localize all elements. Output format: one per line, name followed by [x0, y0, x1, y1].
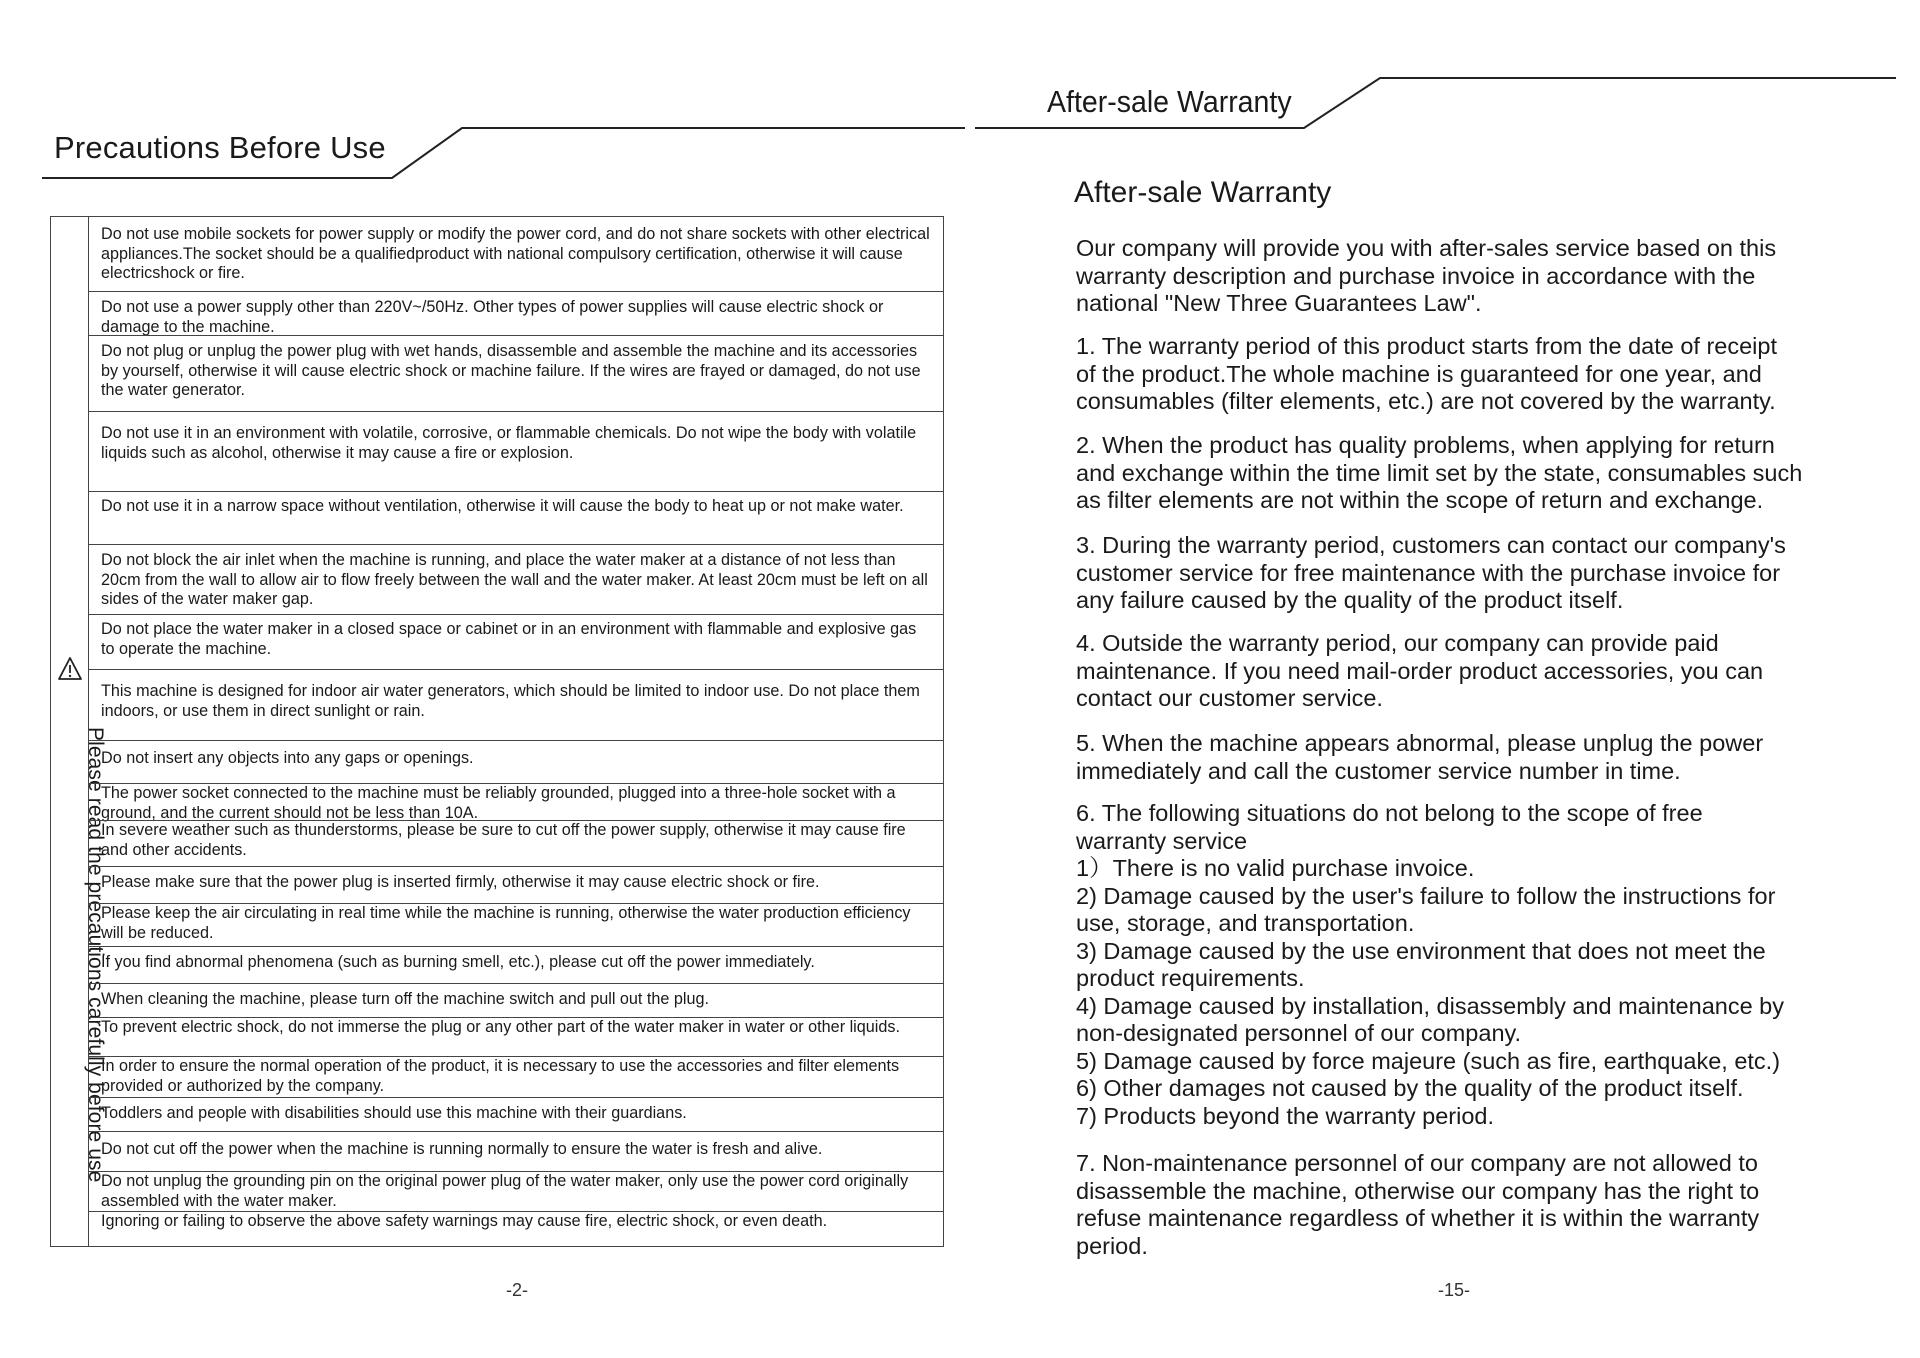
precaution-row [88, 491, 943, 544]
clause-line: use, storage, and transportation. [1076, 910, 1415, 936]
warranty-clause [1076, 630, 1886, 713]
clause-line: customer service for free maintenance with the purchase invoice for [1076, 559, 1781, 586]
precaution-row [88, 983, 943, 1017]
clause-line: contact our customer service. [1076, 685, 1383, 711]
clause-line: non-designated personnel of our company. [1076, 1020, 1522, 1046]
warning-triangle-icon [57, 656, 83, 682]
intro-line: Our company will provide you with after-sales service based on this [1076, 235, 1777, 261]
precaution-row [88, 1056, 943, 1097]
precaution-row [88, 783, 943, 820]
clause-line: 5) Damage caused by force majeure (such as fire, earthquake, etc.) [1076, 1047, 1781, 1074]
precaution-row [88, 1211, 943, 1245]
clause-line: 7. Non-maintenance personnel of our company are not allowed to [1076, 1150, 1758, 1176]
precaution-row [88, 1017, 943, 1056]
clause-line: 4. Outside the warranty period, our company can provide paid [1076, 630, 1719, 656]
precaution-text: Do not use mobile sockets for power supply or modify the power cord, and do not share sockets with other electrical appliances.The socket should be a qualifiedproduct with national compulsory certification, otherwise it will cause electricshock or fire. [101, 225, 930, 282]
precaution-row [88, 1171, 943, 1211]
precaution-text: In order to ensure the normal operation of the product, it is necessary to use the accessories and filter elements provided or authorized by the company. [101, 1057, 900, 1095]
clause-line: as filter elements are not within the scope of return and exchange. [1076, 487, 1764, 513]
precaution-text: Do not block the air inlet when the machine is running, and place the water maker at a distance of not less than 20cm from the wall to allow air to flow freely between the wall and the water maker. At least 20cm must be left on all sides of the water maker gap. [101, 551, 928, 608]
precaution-text: Please keep the air circulating in real time while the machine is running, otherwise the water production efficiency will be reduced. [101, 904, 911, 942]
precaution-row [88, 291, 943, 335]
page-number: -2- [506, 1280, 528, 1300]
clause-line: maintenance. If you need mail-order product accessories, you can [1076, 657, 1764, 684]
precaution-text: If you find abnormal phenomena (such as burning smell, etc.), please cut off the power immediately. [101, 953, 815, 971]
clause-line: 4) Damage caused by installation, disassembly and maintenance by [1076, 992, 1785, 1019]
precaution-text: Do not use it in an environment with volatile, corrosive, or flammable chemicals. Do not wipe the body with volatile liquids such as alcohol, otherwise it may cause a fire or explosion. [101, 424, 917, 462]
clause-line: 3) Damage caused by the use environment that does not meet the [1076, 937, 1766, 964]
precaution-row [88, 411, 943, 491]
page-title: Precautions Before Use [54, 130, 386, 165]
clause-line: of the product.The whole machine is guaranteed for one year, and [1076, 360, 1762, 387]
precautions-side-column [51, 217, 107, 1246]
precaution-text: Do not use it in a narrow space without ventilation, otherwise it will cause the body to heat up or not make water. [101, 497, 904, 515]
precaution-row [88, 335, 943, 411]
clause-line: 2) Damage caused by the user's failure to follow the instructions for [1076, 882, 1776, 909]
precaution-row [88, 820, 943, 866]
precaution-text: Do not plug or unplug the power plug with wet hands, disassemble and assemble the machine and its accessories by yourself, otherwise it will cause electric shock or machine failure. If the wires are frayed or damaged, do not use the water generator. [101, 342, 921, 399]
clause-line: disassemble the machine, otherwise our company has the right to [1076, 1177, 1760, 1204]
warranty-clause [1076, 730, 1886, 785]
clause-line: 7) Products beyond the warranty period. [1076, 1102, 1495, 1129]
warranty-clause [1076, 1150, 1886, 1260]
section-title: After-sale Warranty [1074, 176, 1332, 209]
precaution-row [88, 946, 943, 983]
precaution-text: Please make sure that the power plug is inserted firmly, otherwise it may cause electric shock or fire. [101, 873, 820, 891]
precaution-text: When cleaning the machine, please turn off the machine switch and pull out the plug. [101, 990, 710, 1008]
page-number: -15- [1438, 1280, 1471, 1300]
warranty-clause [1076, 532, 1886, 615]
precautions-table [50, 216, 944, 1247]
clause-line: product requirements. [1076, 965, 1305, 991]
precaution-text: Do not cut off the power when the machine is running normally to ensure the water is fresh and alive. [101, 1140, 823, 1158]
warranty-clause [1076, 800, 1886, 1130]
precaution-text: Ignoring or failing to observe the above safety warnings may cause fire, electric shock, or even death. [101, 1212, 828, 1230]
precaution-row [88, 903, 943, 946]
clause-line: immediately and call the customer service number in time. [1076, 757, 1681, 784]
precaution-text: Do not unplug the grounding pin on the original power plug of the water maker, only use the power cord originally assembled with the water maker. [101, 1172, 909, 1210]
clause-line: 3. During the warranty period, customers can contact our company's [1076, 532, 1786, 558]
warranty-clause [1076, 432, 1886, 515]
clause-line: and exchange within the time limit set by the state, consumables such [1076, 459, 1803, 486]
precaution-row [88, 1131, 943, 1171]
precaution-row [88, 614, 943, 669]
precaution-row [88, 740, 943, 783]
warranty-clause [1076, 333, 1886, 416]
precaution-text: Do not insert any objects into any gaps or openings. [101, 749, 474, 767]
precaution-text: This machine is designed for indoor air water generators, which should be limited to indoor use. Do not place them indoors, or use them in direct sunlight or rain. [101, 682, 920, 720]
clause-line: warranty service [1076, 827, 1248, 854]
clause-line: 5. When the machine appears abnormal, please unplug the power [1076, 730, 1764, 756]
precaution-text: To prevent electric shock, do not immerse the plug or any other part of the water maker in water or other liquids. [101, 1018, 900, 1036]
precaution-text: Do not place the water maker in a closed space or cabinet or in an environment with flammable and explosive gas to operate the machine. [101, 620, 917, 658]
clause-line: 1）There is no valid purchase invoice. [1076, 855, 1475, 881]
precaution-row [88, 866, 943, 903]
intro-line: national "New Three Guarantees Law". [1076, 290, 1482, 316]
warranty-intro [1076, 235, 1886, 318]
intro-line: warranty description and purchase invoice in accordance with the [1076, 262, 1756, 289]
clause-line: consumables (filter elements, etc.) are not covered by the warranty. [1076, 388, 1776, 414]
clause-line: 2. When the product has quality problems, when applying for return [1076, 432, 1775, 458]
precaution-row [88, 217, 943, 291]
side-label: Please read the precautions carefully before use [84, 727, 107, 1183]
precaution-text: Do not use a power supply other than 220V~/50Hz. Other types of power supplies will cause electric shock or damage to the machine. [101, 298, 884, 336]
header-title: After-sale Warranty [1047, 84, 1292, 119]
clause-line: 1. The warranty period of this product starts from the date of receipt [1076, 333, 1777, 359]
precaution-row [88, 544, 943, 614]
clause-line: 6. The following situations do not belong to the scope of free [1076, 800, 1703, 826]
clause-line: period. [1076, 1232, 1148, 1259]
clause-line: 6) Other damages not caused by the quality of the product itself. [1076, 1075, 1744, 1101]
precaution-row [88, 669, 943, 740]
precaution-text: In severe weather such as thunderstorms, please be sure to cut off the power supply, otherwise it may cause fire and other accidents. [101, 821, 906, 859]
right-page [960, 0, 1920, 1358]
precaution-row [88, 1097, 943, 1131]
precaution-text: Toddlers and people with disabilities should use this machine with their guardians. [101, 1104, 687, 1122]
clause-line: refuse maintenance regardless of whether it is within the warranty [1076, 1205, 1760, 1231]
precaution-text: The power socket connected to the machine must be reliably grounded, plugged into a three-hole socket with a ground, and the current should not be less than 10A. [101, 784, 896, 822]
precautions-rows [88, 217, 943, 1246]
clause-line: any failure caused by the quality of the product itself. [1076, 587, 1624, 613]
